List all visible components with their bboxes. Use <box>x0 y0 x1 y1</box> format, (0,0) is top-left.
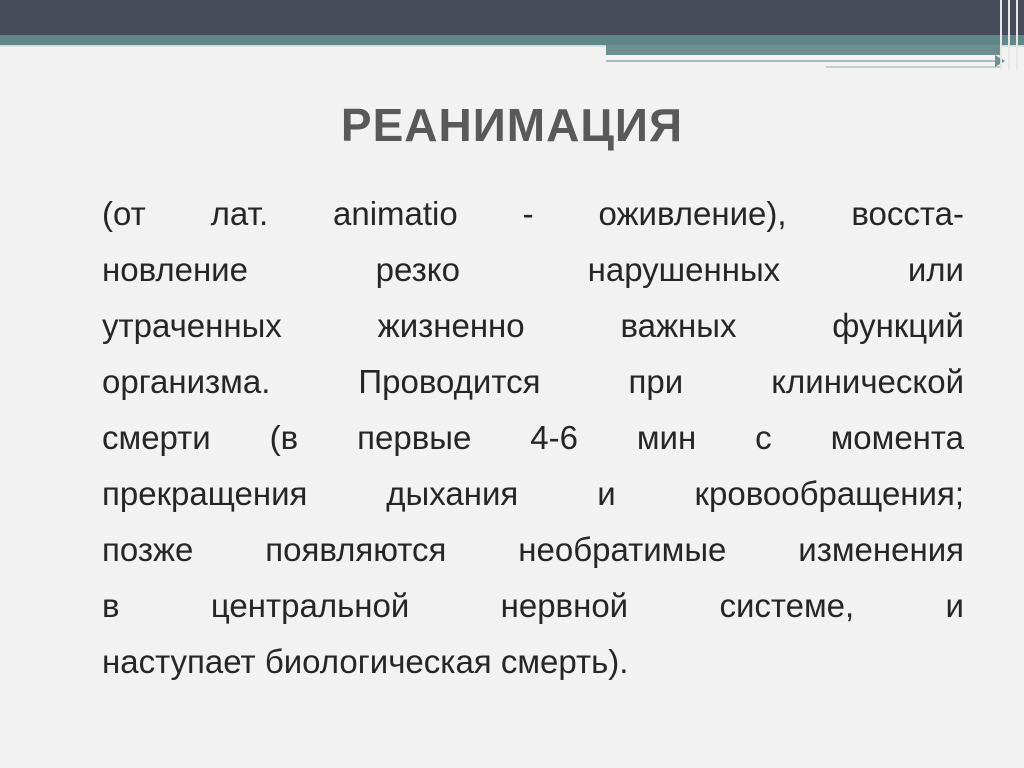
body-line: смерти (в первые 4-6 мин с момента <box>102 419 964 456</box>
header-thin-line-short <box>826 66 1001 68</box>
body-line: организма. Проводится при клинической <box>102 363 964 400</box>
body-line: (от лат. animatio - оживление), восста- <box>102 195 964 232</box>
header-right-ledge <box>606 45 1001 55</box>
header-thin-line <box>606 60 1001 62</box>
body-line: наступает биологическая смерть). <box>102 643 629 680</box>
stripe <box>1008 0 1010 70</box>
header-accent-band <box>0 35 1024 45</box>
body-line: позже появляются необратимые изменения <box>102 531 964 568</box>
header-dark-band <box>0 0 1024 35</box>
body-line: утраченных жизненно важных функций <box>102 307 964 344</box>
slide-title: РЕАНИМАЦИЯ <box>340 99 684 151</box>
slide-body <box>102 186 964 690</box>
body-line: новление резко нарушенных или <box>102 251 964 288</box>
stripe <box>1016 0 1018 70</box>
decorative-stripes <box>1000 0 1018 70</box>
body-line: прекращения дыхания и кровообращения; <box>102 475 964 512</box>
stripe <box>1000 0 1002 70</box>
body-line: в центральной нервной системе, и <box>102 587 964 624</box>
